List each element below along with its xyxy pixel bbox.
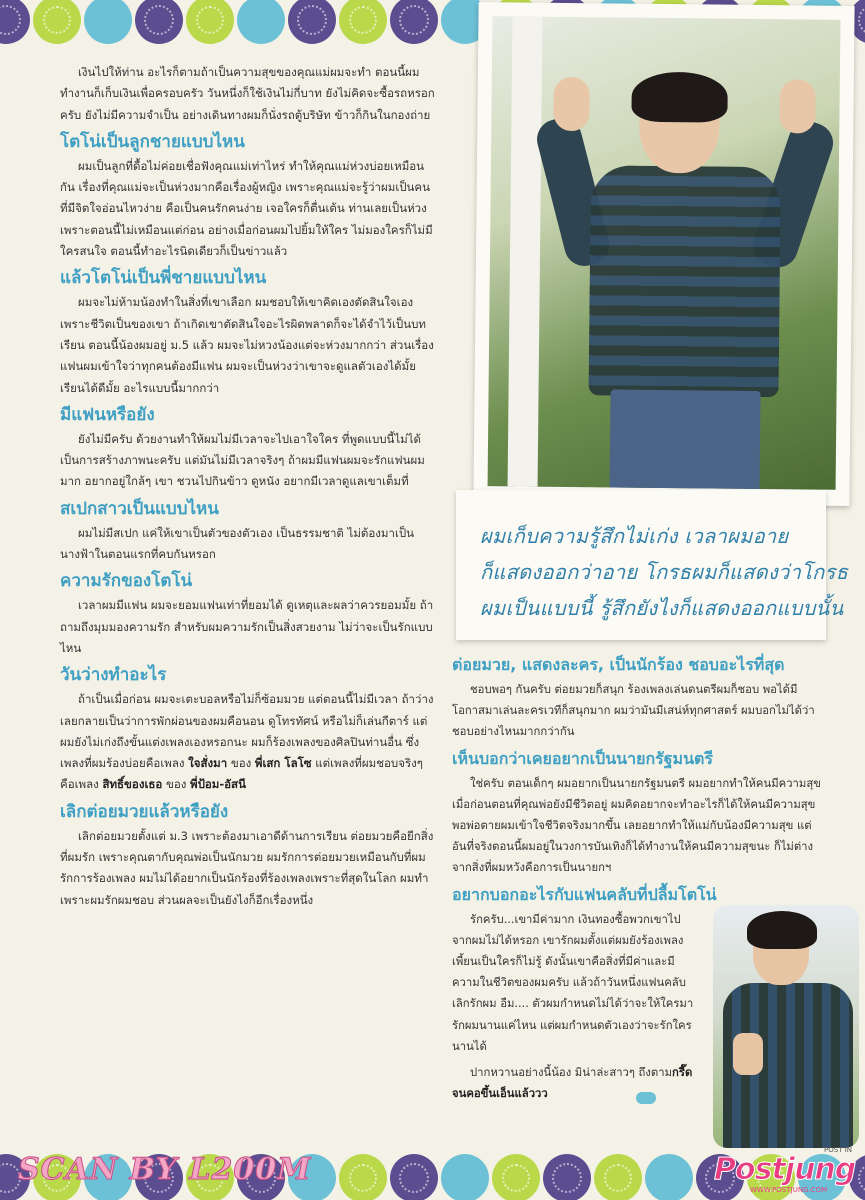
section-heading-favorite: ต่อยมวย, แสดงละคร, เป็นนักร้อง ชอบอะไรที่สุด [452,655,785,674]
closing-text: ปากหวานอย่างนี้น้อง มิน่าล่ะสาวๆ ถึงตาม [470,1066,673,1080]
decor-dot [186,0,234,44]
section-heading-type: สเปกสาวเป็นแบบไหน [60,498,219,519]
decor-dot [135,0,183,44]
watermark-post-in: POST IN [824,1146,852,1154]
decor-dot [390,1154,438,1200]
section-body-son: ผมเป็นลูกที่ดื้อไม่ค่อยเชื่อฟังคุณแม่เท่าไหร่ ทำให้คุณแม่ห่วงบ่อยเหมือนกัน เรื่องที่คุณแม่จะเป็นห่วงมากคือเรื่องผู้หญิง เพราะคุณแม่จะรู้ว่าผมเป็นคนที่มีจิตใจอ่อนไหวง่าย คือเป็นคนรักคนง่าย เจอใครก็ตื่นเต้น ท่านเลยเป็นห่วง เพราะตอนนี้ไม่เหมือนแต่ก่อน อย่างเมื่อก่อนผมไปยิ้มให้ใคร ไม่มองใครก็ไม่มีใครสนใจ ตอนนี้ทำอะไรนิดเดียวก็เป็นข่าวแล้ว [60,158,433,259]
section-body-favorite: ชอบพอๆ กันครับ ต่อยมวยก็สนุก ร้องเพลงเล่นดนตรีผมก็ชอบ พอได้มีโอกาสมาเล่นละครเวทีก็สนุกมาก ผมว่ามันมีเสน่ห์ทุกศาสตร์ ผมบอกไม่ได้ว่าชอบอย่างไหนมากกว่ากัน [452,683,815,739]
decor-dot [390,0,438,44]
decor-dot [543,1154,591,1200]
decor-dot [594,1154,642,1200]
section-heading-girlfriend: มีแฟนหรือยัง [60,404,155,425]
decor-dot [33,0,81,44]
quote-line-3: ผมเป็นแบบนี้ รู้สึกยังไงก็แสดงออกแบบนั้น [480,596,844,620]
watermark-brand: Postjung [714,1152,856,1187]
section-heading-love: ความรักของโตโน่ [60,571,193,592]
decor-dot [645,1154,693,1200]
decor-dot [288,0,336,44]
section-body-love: เวลาผมมีแฟน ผมจะยอมแฟนเท่าที่ยอมได้ ดูเหตุและผลว่าควรยอมมั้ย ถ้าถามถึงมุมมองความรัก สำหรับผมความรักเป็นสิ่งสวยงาม ไม่ว่าจะเป็นรักแบบไหน [60,598,434,655]
free-time-text-start: ถ้าเป็นเมื่อก่อน ผมจะเตะบอลหรือไม่ก็ซ้อมมวย แต่ตอนนี้ไม่มีเวลา ถ้าว่างเลยกลายเป็นว่าการพักผ่อนของผมคือนอน ดูโทรทัศน์ หรือไม่ก็เล่นกีตาร์ แต่ผมยังไม่เก่งถึงขั้นแต่งเพลงเองหรอกนะ ผมก็ร้องเพลงของศิลปินท่านอื่น ซึ่งเพลงที่ผมร้องบ่อยคือเพลง [60,692,434,771]
quote-line-2: ก็แสดงออกว่าอาย โกรธผมก็แสดงว่าโกรธ [480,560,849,584]
left-article-column [60,62,435,916]
thumbs-up-photo [713,905,859,1148]
photo-shirt [589,165,781,397]
section-body-prime-minister: ใช่ครับ ตอนเด็กๆ ผมอยากเป็นนายกรัฐมนตรี ผมอยากทำให้คนมีความสุข เมื่อก่อนตอนที่คุณพ่อยังมีชีวิตอยู่ ผมคิดอยากจะทำอะไรก็ได้ให้คนมีความสุข พอพ่อตายผมเข้าใจชีวิตจริงมากขึ้น เลยอยากทำให้แม่กับน้องมีความสุข แต่อันที่จริงตอนนี้ผมอยู่ในวงการบันเทิงก็ได้ทำงานให้คนมีความสุขนะ ก็ไม่ต่างจากสิ่งที่ผมหวังคือการเป็นนายกฯ [452,776,821,875]
photo-hair [631,72,728,123]
artist-name-1: พี่เสก โลโซ [254,756,312,771]
decor-dot [0,0,30,44]
section-body-free-time [60,689,435,795]
quote-line-1: ผมเก็บความรู้สึกไม่เก่ง เวลาผมอาย [480,524,789,548]
song-title-2: สิทธิ์ของเธอ [102,777,163,792]
song-title-1: ใจสั่งมา [188,756,228,771]
section-body-boxing: เลิกต่อยมวยตั้งแต่ ม.3 เพราะต้องมาเอาดีด้านการเรียน ต่อยมวยคือยีกสิ่งที่ผมรัก เพราะคุณตากับคุณพ่อเป็นนักมวย ผมรักการต่อยมวยเหมือนกับที่ผมรักการร้องเพลง ผมไม่ได้อยากเป็นนักร้องที่ร้องเพลงเพราะที่สุดในโลก ผมทำเพราะผมรักผมชอบ ส่วนผลจะเป็นยังไงก็อีกเรื่องหนึ่ง [60,828,434,907]
section-heading-brother: แล้วโตโน่เป็นพี่ชายแบบไหน [60,268,267,289]
section-heading-son: โตโน่เป็นลูกชายแบบไหน [60,131,245,152]
main-photo-frame [473,2,854,506]
watermark-url: WWW.POSTJUNG.COM [750,1186,828,1194]
photo-person [527,77,811,490]
end-mark-icon [636,1092,656,1104]
artist-name-2: พี่ป้อม-อัสนี [190,777,246,792]
section-heading-boxing: เลิกต่อยมวยแล้วหรือยัง [60,801,229,822]
section-heading-prime-minister: เห็นบอกว่าเคยอยากเป็นนายกรัฐมนตรี [452,748,714,768]
postjung-watermark [712,1146,862,1198]
closing-bold-text: กรี๊ดจนคอขึ้นเอ็นแล้ววว [452,1066,693,1101]
decor-dot [441,1154,489,1200]
decor-dot [237,0,285,44]
small-photo-hair [747,911,817,949]
photo-hand-right [779,79,816,133]
closing-paragraph [452,1062,700,1104]
of-word-2: ของ [162,777,190,792]
of-word-1: ของ [227,756,255,771]
section-heading-free-time: วันว่างทำอะไร [60,665,167,686]
section-body-fanclub: รักครับ...เขามีค่ามาก เงินทองซื้อพวกเขาไปจากผมไม่ได้หรอก เขารักผมตั้งแต่ผมยังร้องเพลงเพี้ยนเป็นใครก็ไม่รู้ ดังนั้นเขาคือสิ่งที่มีค่าและมีความในชีวิตของผมครับ แล้วถ้าวันหนึ่งแฟนคลับเลิกรักผม อืม.... ตัวผมกำหนดไม่ได้ว่าจะให้ใครมารักผมนานแค่ไหน แต่ผมกำหนดตัวเองว่าจะรักใครนานได้ [452,912,694,1053]
decor-dot [492,1154,540,1200]
pull-quote-card [456,490,849,640]
section-body-girlfriend: ยังไม่มีครับ ด้วยงานทำให้ผมไม่มีเวลาจะไปเอาใจใคร ที่พูดแบบนี้ไม่ได้เป็นการสร้างภาพนะครับ แต่มันไม่มีเวลาจริงๆ ถ้าผมมีแฟนผมจะรักแฟนผมมาก อยากอยู่ใกล้ๆ เขา ชวนไปกินข้าว ดูหนัง อยากมีเวลาดูแลเขาเต็มที่ [60,431,425,489]
section-heading-fanclub: อยากบอกอะไรกับแฟนคลับที่ปลื้มโตโน่ [452,884,717,904]
thumbs-up-icon [733,1033,763,1075]
free-time-text-mid: แต่เพลงที่ผมชอบจริงๆ คือเพลง [60,756,423,792]
section-body-type: ผมไม่มีสเปก แค่ให้เขาเป็นตัวของตัวเอง เป็นธรรมชาติ ไม่ต้องมาเป็นนางฟ้าในตอนแรกที่คบกันหรอก [60,525,415,562]
section-body-brother: ผมจะไม่ห้ามน้องทำในสิ่งที่เขาเลือก ผมชอบให้เขาคิดเองตัดสินใจเอง เพราะชีวิตเป็นของเขา ถ้าเกิดเขาตัดสินใจอะไรผิดพลาดก็จะได้จำไว้เป็นบทเรียน ตอนนี้น้องผมอยู่ ม.5 แล้ว ผมจะไม่หวงน้องแต่จะห่วงมากกว่า ส่วนเรื่องแฟนผมเข้าใจว่าทุกคนต้องมีแฟน ผมจะเป็นห่วงว่าเขาจะดูแลตัวเองได้มั้ย เรียนได้ดีมั้ย อะไรแบบนี้มากกว่า [60,295,434,395]
decor-dot [339,1154,387,1200]
decor-dot [339,0,387,44]
intro-paragraph: เงินไปให้ท่าน อะไรก็ตามถ้าเป็นความสุขของคุณแม่ผมจะทำ ตอนนี้ผมทำงานก็เก็บเงินเพื่อครอบครัว วันหนึ่งก็ใช้เงินไม่กี่บาท ยังไม่คิดจะซื้อรถหรอกครับ ยังไม่มีความจำเป็น อย่างเดินทางผมก็นั่งรถตู้บริษัท ข้าวก็กินในกองถ่าย [60,65,435,122]
photo-jeans [610,389,761,489]
scan-credit: SCAN BY L200M [18,1152,312,1187]
photo-hand-left [553,77,590,131]
decor-dot [84,0,132,44]
main-photo [488,16,841,490]
